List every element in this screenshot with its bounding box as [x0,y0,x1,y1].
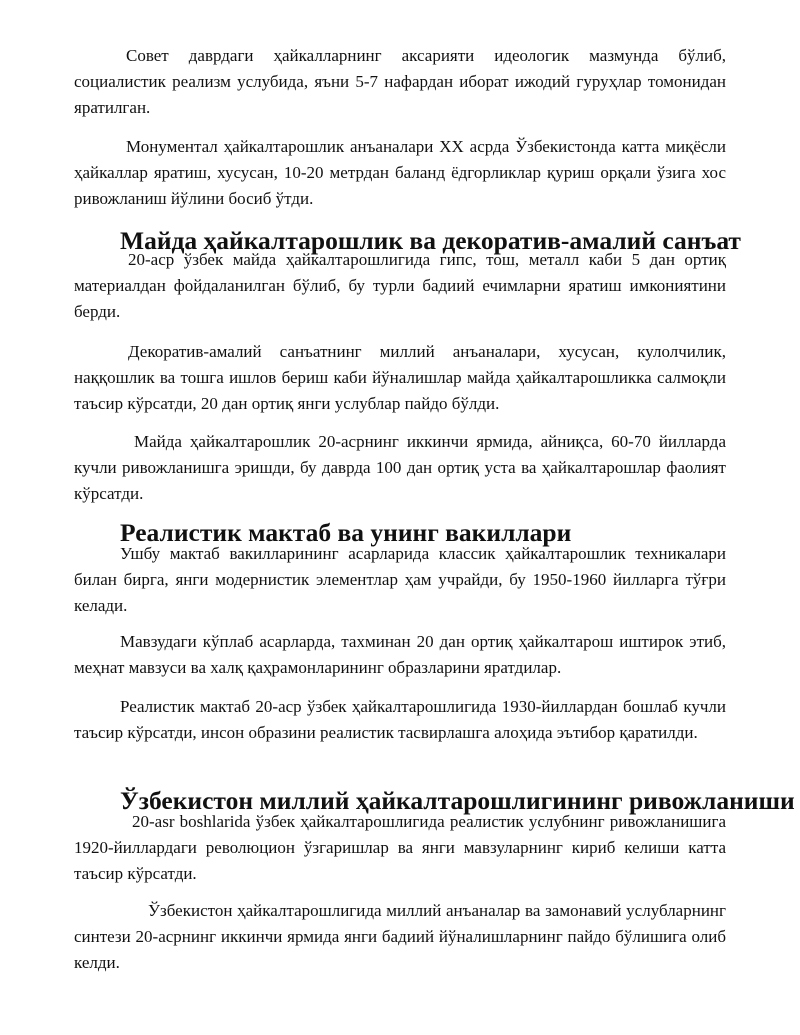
paragraph-realistic-influence: Реалистик мактаб 20-аср ўзбек ҳайкалтарошлигида 1930-йиллардан бошлаб кучли таъсир кўрсатди, инсон образини реалистик тасвирлашга алоҳида эътибор қаратилди. [74,697,726,742]
heading-national-sculpture: Ўзбекистон миллий ҳайкалтарошлигининг ривожланиши [120,786,795,815]
paragraph-small-sculpture-materials: 20-аср ўзбек майда ҳайкалтарошлигида гипс, тош, металл каби 5 дан ортиқ материалдан фойдаланилган бўлиб, бу турли бадиий ечимларни яратиш имкониятини берди. [74,250,726,321]
heading-realistic-school: Реалистик мактаб ва унинг вакиллари [120,518,572,547]
paragraph-decorative-art: Декоратив-амалий санъатнинг миллий анъаналари, хусусан, кулолчилик, наққошлик ва тошга ишлов бериш каби йўналишлар майда ҳайкалтарошликка салмоқли таъсир кўрсатди, 20 дан ортиқ янги услублар пайдо бўлди. [74,342,726,413]
paragraph-labor-theme: Мавзудаги кўплаб асарларда, тахминан 20 дан ортиқ ҳайкалтарош иштирок этиб, меҳнат мавзуси ва халқ қаҳрамонларининг образларини яратдилар. [74,632,726,677]
paragraph-soviet-sculptures: Совет даврдаги ҳайкалларнинг аксарияти идеологик мазмунда бўлиб, социалистик реализм услубида, яъни 5-7 нафардан иборат ижодий гуруҳлар томонидан яратилган. [74,46,726,117]
paragraph-synthesis: Ўзбекистон ҳайкалтарошлигида миллий анъаналар ва замонавий услубларнинг синтези 20-асрнинг иккинчи ярмида янги бадиий йўналишларнинг пайдо бўлишига олиб келди. [74,901,726,972]
paragraph-small-sculpture-growth: Майда ҳайкалтарошлик 20-асрнинг иккинчи ярмида, айниқса, 60-70 йилларда кучли ривожланишга эришди, бу даврда 100 дан ортиқ уста ва ҳайкалтарошлар фаолият кўрсатди. [74,432,726,503]
paragraph-school-representatives: Ушбу мактаб вакилларининг асарларида классик ҳайкалтарошлик техникалари билан бирга, янги модернистик элементлар ҳам учрайди, бу 1950-1960 йилларга тўғри келади. [74,544,726,615]
paragraph-monumental-sculpture: Монументал ҳайкалтарошлик анъаналари XX асрда Ўзбекистонда катта миқёсли ҳайкаллар яратиш, хусусан, 10-20 метрдан баланд ёдгорликлар қуриш орқали ўзига хос ривожланиш йўлини босиб ўтди. [74,137,726,208]
heading-small-sculpture: Майда ҳайкалтарошлик ва декоратив-амалий санъат [120,226,741,255]
paragraph-early-century: 20-asr boshlarida ўзбек ҳайкалтарошлигида реалистик услубнинг ривожланишига 1920-йиллардаги революцион ўзгаришлар ва янги мавзуларнинг кириб келиши катта таъсир кўрсатди. [74,812,726,883]
